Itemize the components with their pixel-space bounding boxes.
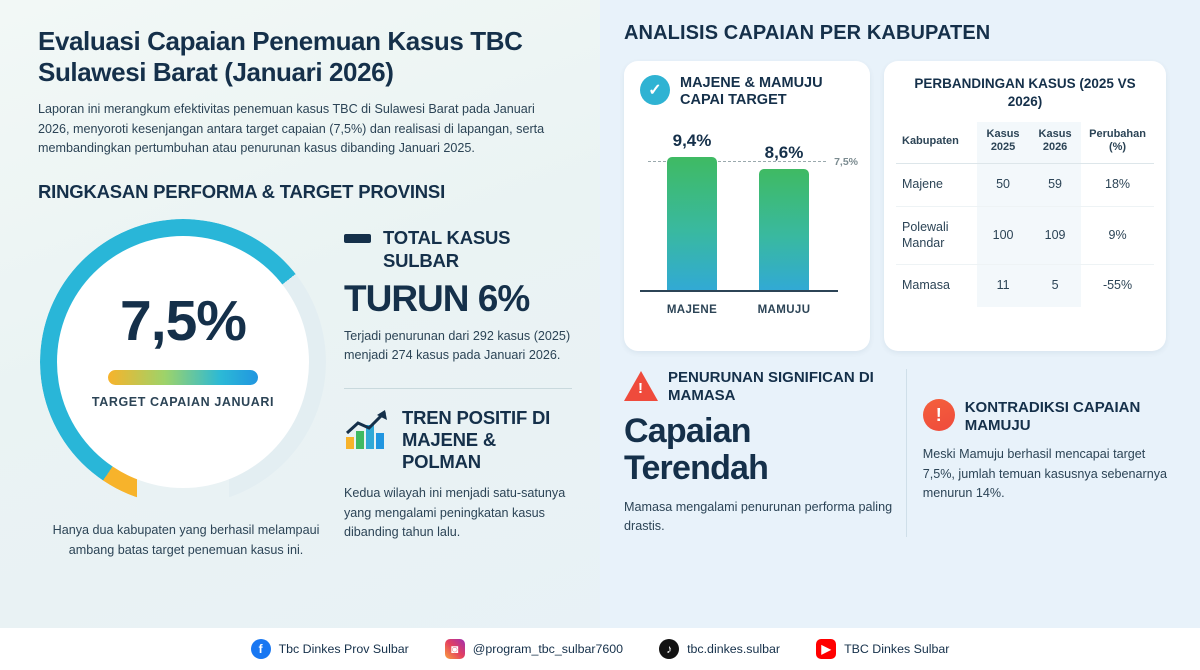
cell-kasus-2025: 50 [977,164,1029,207]
total-kasus-label: TOTAL KASUS SULBAR [383,227,511,271]
facebook-label: Tbc Dinkes Prov Sulbar [278,642,409,656]
right-title: ANALISIS CAPAIAN PER KABUPATEN [624,22,991,44]
cell-kabupaten: Mamasa [902,278,950,293]
x-axis-labels [646,304,830,316]
social-tiktok[interactable] [659,639,780,659]
mamasa-header [624,369,894,405]
target-badge [640,75,856,110]
instagram-icon: ◙ [445,639,465,659]
facebook-icon: f [251,639,271,659]
cell-kasus-2025: 11 [977,265,1029,307]
mamuju-insight [906,369,1178,537]
chart-growth-icon [344,407,390,458]
table-title: PERBANDINGAN KASUS (2025 VS 2026) [914,76,1136,109]
cell-kasus-2026: 109 [1029,207,1081,265]
cell-kasus-2026: 59 [1029,164,1081,207]
check-icon: ✓ [640,75,670,105]
warning-triangle-icon [624,371,658,401]
minus-icon [344,234,371,243]
table-row [896,164,1154,207]
x-label-majene: MAJENE [666,303,718,316]
mamuju-heading: KONTRADIKSI CAPAIAN MAMUJU [964,399,1141,434]
section-heading-performa: RINGKASAN PERFORMA & TARGET PROVINSI [38,180,446,202]
total-kasus-desc: Terjadi penurunan dari 292 kasus (2025) menjadi 274 kasus pada Januari 2026. [344,328,571,363]
cell-kasus-2026: 5 [1029,265,1081,307]
total-kasus-header [344,227,572,271]
cell-perubahan: -55% [1102,278,1133,293]
bar-series [646,124,830,292]
table-row [896,207,1154,265]
table-row [896,265,1154,307]
bar-majene [667,157,717,292]
left-columns [38,209,572,560]
bar-group-majene [660,131,724,292]
footer-social-bar [0,628,1200,670]
tren-positif-header [344,407,572,474]
comparison-table [896,122,1154,307]
bar-value-majene: 9,4% [672,130,712,150]
social-instagram[interactable] [445,639,623,659]
right-panel [600,0,1200,670]
gauge-legend-bar [108,370,258,385]
mamasa-insight [624,369,906,537]
gauge-note: Hanya dua kabupaten yang berhasil melampaui ambang batas target penemuan kasus ini. [52,523,320,557]
th-kasus-2026: Kasus 2026 [1029,122,1081,164]
youtube-label: TBC Dinkes Sulbar [844,642,950,656]
gauge-caption: TARGET CAPAIAN JANUARI [91,395,275,410]
target-line-label: 7,5% [834,155,858,168]
gauge-chart [40,219,326,505]
mamasa-big-text: Capaian Terendah [624,412,769,488]
tren-positif-desc: Kedua wilayah ini menjadi satu-satunya yang mengalami peningkatan kasus dibanding tahun lalu. [344,486,566,540]
intro-paragraph: Laporan ini merangkum efektivitas penemuan kasus TBC di Sulawesi Barat pada Januari 2026, menyoroti kesenjangan antara target capaian (7,5%) dan realisasi di lapangan, serta membandingkan pertumbuhan atau penurunan kasus dibanding Januari 2025. [38,102,545,156]
target-badge-label: MAJENE & MAMUJU CAPAI TARGET [680,75,823,109]
th-kabupaten: Kabupaten [896,122,977,164]
bar-group-mamuju [752,143,816,292]
instagram-label: @program_tbc_sulbar7600 [472,642,624,656]
th-perubahan: Perubahan (%) [1081,122,1154,164]
cell-kabupaten: Polewali Mandar [896,207,977,265]
gauge-value: 7,5% [120,289,246,354]
bar-chart-card [624,61,870,351]
social-facebook[interactable] [251,639,409,659]
cell-kasus-2025: 100 [977,207,1029,265]
cards-row [624,61,1178,351]
cell-perubahan: 9% [1081,207,1154,265]
divider [344,388,572,389]
cell-perubahan: 18% [1081,164,1154,207]
mamuju-desc: Meski Mamuju berhasil mencapai target 7,5%, jumlah temuan kasusnya sebenarnya menurun 14%. [922,447,1168,501]
cell-kabupaten: Majene [896,164,977,207]
mamuju-header [923,399,1178,435]
x-label-mamuju: MAMUJU [757,303,811,316]
gauge-inner [57,236,309,488]
th-kasus-2025: Kasus 2025 [977,122,1029,164]
page-title: Evaluasi Capaian Penemuan Kasus TBC Sulawesi Barat (Januari 2026) [38,26,523,87]
bar-value-mamuju: 8,6% [764,142,804,162]
tiktok-icon: ♪ [659,639,679,659]
exclamation-circle-icon: ! [923,399,955,431]
bar-chart [640,124,856,320]
bottom-insights [624,369,1178,537]
bar-mamuju [759,169,809,292]
tiktok-label: tbc.dinkes.sulbar [687,642,781,656]
youtube-icon: ▶ [816,639,836,659]
tren-positif-label: TREN POSITIF DI MAJENE & POLMAN [402,406,551,473]
comparison-table-card [884,61,1166,351]
stat-column [334,209,572,560]
gauge-column [38,209,334,560]
total-kasus-value: TURUN 6% [344,277,530,319]
mamasa-heading: PENURUNAN SIGNIFICAN DI MAMASA [668,369,874,404]
social-youtube[interactable] [816,639,949,659]
x-axis [640,290,838,292]
table-header-row [896,122,1154,164]
mamasa-desc: Mamasa mengalami penurunan performa paling drastis. [624,499,893,534]
